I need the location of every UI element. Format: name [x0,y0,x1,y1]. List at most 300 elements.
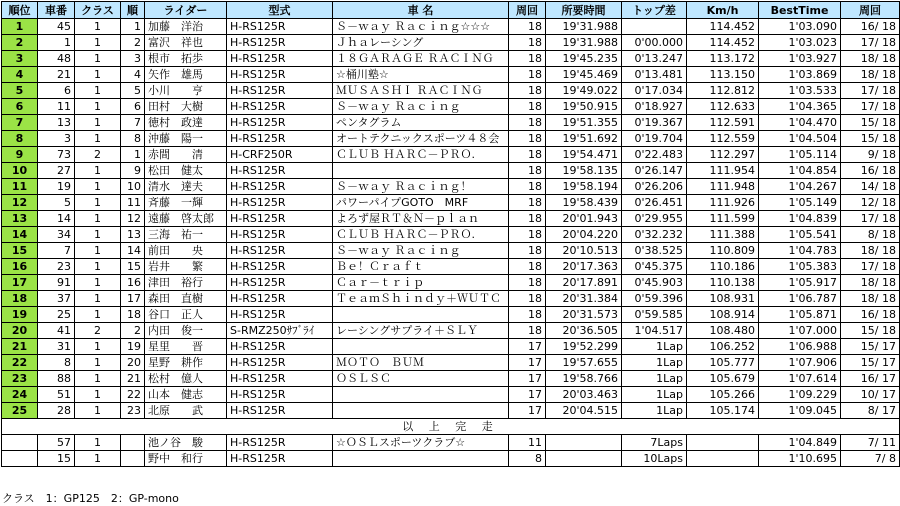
time-cell: 19'51.355 [546,115,622,131]
position-cell: 15 [2,243,38,259]
table-row [2,179,900,195]
speed-cell: 111.948 [687,179,759,195]
position-cell: 7 [2,115,38,131]
speed-cell: 112.633 [687,99,759,115]
position-cell: 24 [2,387,38,403]
time-cell: 19'58.194 [546,179,622,195]
class-cell: 1 [75,211,121,227]
class-cell: 1 [75,179,121,195]
rider-cell: 沖藤 陽一 [145,131,227,147]
model-cell: H-RS125R [227,131,333,147]
best-lap-cell: 15/ 18 [841,115,900,131]
class-rank-cell: 3 [121,51,145,67]
team-cell: よろず屋ＲＴ＆Ｎ－ｐｌａｎ [333,211,509,227]
position-cell: 12 [2,195,38,211]
best-time-cell: 1'05.871 [759,307,841,323]
model-cell: H-RS125R [227,339,333,355]
speed-cell: 105.266 [687,387,759,403]
time-cell: 19'45.469 [546,67,622,83]
number-cell: 27 [38,163,75,179]
team-cell: ＴｅａｍＳｈｉｎｄｙ＋ＷＵＴＣ [333,291,509,307]
gap-cell: 0'59.585 [622,307,687,323]
model-cell: H-RS125R [227,451,333,467]
best-lap-cell: 18/ 18 [841,275,900,291]
best-lap-cell: 16/ 18 [841,163,900,179]
best-lap-cell: 16/ 17 [841,371,900,387]
number-cell: 23 [38,259,75,275]
model-cell: H-RS125R [227,115,333,131]
model-cell: H-CRF250R [227,147,333,163]
class-cell: 1 [75,131,121,147]
team-cell: ＣＬＵＢ ＨＡＲＣ－ＰＲＯ. [333,227,509,243]
model-cell: H-RS125R [227,275,333,291]
header-laps: 周回 [509,2,546,19]
class-rank-cell: 2 [121,323,145,339]
laps-cell: 18 [509,179,546,195]
best-lap-cell: 9/ 18 [841,147,900,163]
table-row [2,115,900,131]
rider-cell: 池ノ谷 駿 [145,435,227,451]
gap-cell: 0'29.955 [622,211,687,227]
number-cell: 88 [38,371,75,387]
class-cell: 1 [75,19,121,35]
laps-cell: 18 [509,19,546,35]
time-cell [546,451,622,467]
best-lap-cell: 7/ 11 [841,435,900,451]
number-cell: 34 [38,227,75,243]
laps-cell: 18 [509,35,546,51]
table-row [2,259,900,275]
gap-cell [622,19,687,35]
best-time-cell: 1'04.783 [759,243,841,259]
speed-cell: 113.172 [687,51,759,67]
gap-cell: 0'59.396 [622,291,687,307]
position-cell: 20 [2,323,38,339]
class-rank-cell: 11 [121,195,145,211]
rider-cell: 田村 大樹 [145,99,227,115]
position-cell: 21 [2,339,38,355]
team-cell: ペンタグラム [333,115,509,131]
table-row [2,131,900,147]
position-cell: 2 [2,35,38,51]
speed-cell: 105.679 [687,371,759,387]
header-class: クラス [75,2,121,19]
table-row [2,451,900,467]
speed-cell: 110.809 [687,243,759,259]
number-cell: 13 [38,115,75,131]
time-cell: 20'31.573 [546,307,622,323]
best-lap-cell: 14/ 18 [841,179,900,195]
model-cell: H-RS125R [227,19,333,35]
rider-cell: 内田 俊一 [145,323,227,339]
time-cell [546,435,622,451]
best-time-cell: 1'05.917 [759,275,841,291]
header-row [2,2,900,19]
position-cell: 13 [2,211,38,227]
time-cell: 20'04.220 [546,227,622,243]
class-cell: 1 [75,67,121,83]
class-cell: 1 [75,451,121,467]
best-time-cell: 1'05.149 [759,195,841,211]
header-class-rank: 順 [121,2,145,19]
best-time-cell: 1'03.023 [759,35,841,51]
class-cell: 1 [75,243,121,259]
rider-cell: 松田 健太 [145,163,227,179]
gap-cell: 0'13.247 [622,51,687,67]
gap-cell: 0'13.481 [622,67,687,83]
model-cell: H-RS125R [227,259,333,275]
time-cell: 20'17.891 [546,275,622,291]
best-lap-cell: 8/ 18 [841,227,900,243]
header-rider: ライダー [145,2,227,19]
position-cell: 19 [2,307,38,323]
speed-cell: 108.914 [687,307,759,323]
number-cell: 19 [38,179,75,195]
gap-cell: 1'04.517 [622,323,687,339]
laps-cell: 18 [509,67,546,83]
table-row [2,275,900,291]
table-row [2,435,900,451]
team-cell: ＯＳＬＳＣ [333,371,509,387]
table-row [2,291,900,307]
team-cell [333,339,509,355]
number-cell: 8 [38,355,75,371]
gap-cell: 0'18.927 [622,99,687,115]
time-cell: 20'10.513 [546,243,622,259]
table-row [2,163,900,179]
header-pos: 順位 [2,2,38,19]
model-cell: H-RS125R [227,211,333,227]
position-cell: 11 [2,179,38,195]
position-cell: 8 [2,131,38,147]
gap-cell: 0'17.034 [622,83,687,99]
gap-cell: 1Lap [622,403,687,419]
laps-cell: 11 [509,435,546,451]
class-rank-cell: 15 [121,259,145,275]
gap-cell: 1Lap [622,339,687,355]
number-cell: 28 [38,403,75,419]
class-rank-cell: 1 [121,147,145,163]
laps-cell: 18 [509,211,546,227]
best-lap-cell: 17/ 18 [841,259,900,275]
gap-cell: 0'26.147 [622,163,687,179]
table-row [2,211,900,227]
finish-separator-row [2,419,900,435]
speed-cell: 110.138 [687,275,759,291]
rider-cell: 赤間 清 [145,147,227,163]
class-rank-cell: 21 [121,371,145,387]
position-cell: 1 [2,19,38,35]
model-cell: S-RMZ250ｻﾌﾞﾗｲ [227,323,333,339]
rider-cell: 遠藤 啓太郎 [145,211,227,227]
position-cell: 4 [2,67,38,83]
number-cell: 57 [38,435,75,451]
best-time-cell: 1'04.849 [759,435,841,451]
class-rank-cell: 5 [121,83,145,99]
best-lap-cell: 17/ 18 [841,99,900,115]
best-lap-cell: 18/ 18 [841,67,900,83]
position-cell [2,435,38,451]
table-row [2,323,900,339]
number-cell: 1 [38,35,75,51]
laps-cell: 18 [509,291,546,307]
rider-cell: 谷口 正人 [145,307,227,323]
gap-cell: 1Lap [622,355,687,371]
laps-cell: 18 [509,131,546,147]
table-row [2,227,900,243]
model-cell: H-RS125R [227,179,333,195]
laps-cell: 18 [509,323,546,339]
gap-cell: 0'00.000 [622,35,687,51]
position-cell [2,451,38,467]
laps-cell: 18 [509,163,546,179]
header-speed: Km/h [687,2,759,19]
speed-cell: 106.252 [687,339,759,355]
header-best: BestTime [759,2,841,19]
laps-cell: 18 [509,195,546,211]
header-best-lap: 周回 [841,2,900,19]
best-lap-cell: 17/ 18 [841,83,900,99]
speed-cell [687,435,759,451]
number-cell: 37 [38,291,75,307]
time-cell: 19'31.988 [546,35,622,51]
class-cell: 1 [75,227,121,243]
best-time-cell: 1'04.839 [759,211,841,227]
class-rank-cell: 23 [121,403,145,419]
speed-cell: 105.777 [687,355,759,371]
number-cell: 51 [38,387,75,403]
position-cell: 3 [2,51,38,67]
team-cell: Ｓ－ｗａｙ Ｒａｃｉｎｇ☆☆☆ [333,19,509,35]
table-row [2,51,900,67]
number-cell: 48 [38,51,75,67]
position-cell: 10 [2,163,38,179]
results-table [1,1,900,467]
model-cell: H-RS125R [227,99,333,115]
speed-cell: 111.388 [687,227,759,243]
team-cell: Ｊｈａレーシング [333,35,509,51]
table-row [2,339,900,355]
speed-cell: 112.559 [687,131,759,147]
speed-cell: 112.297 [687,147,759,163]
team-cell: Ｓ－ｗａｙ Ｒａｃｉｎｇ [333,99,509,115]
position-cell: 23 [2,371,38,387]
class-rank-cell: 2 [121,35,145,51]
gap-cell: 0'38.525 [622,243,687,259]
best-time-cell: 1'09.229 [759,387,841,403]
gap-cell: 7Laps [622,435,687,451]
laps-cell: 18 [509,147,546,163]
time-cell: 19'57.655 [546,355,622,371]
header-time: 所要時間 [546,2,622,19]
speed-cell: 111.954 [687,163,759,179]
table-row [2,355,900,371]
speed-cell: 114.452 [687,19,759,35]
rider-cell: 野中 和行 [145,451,227,467]
rider-cell: 根市 拓歩 [145,51,227,67]
speed-cell: 114.452 [687,35,759,51]
laps-cell: 18 [509,99,546,115]
speed-cell [687,451,759,467]
team-cell: ＭＯＴＯ ＢＵＭ [333,355,509,371]
model-cell: H-RS125R [227,387,333,403]
team-cell [333,451,509,467]
best-time-cell: 1'05.114 [759,147,841,163]
laps-cell: 18 [509,259,546,275]
best-time-cell: 1'07.906 [759,355,841,371]
model-cell: H-RS125R [227,291,333,307]
speed-cell: 111.926 [687,195,759,211]
header-model: 型式 [227,2,333,19]
gap-cell: 1Lap [622,371,687,387]
time-cell: 20'03.463 [546,387,622,403]
rider-cell: 津田 裕行 [145,275,227,291]
team-cell: Ｂｅ！Ｃｒａｆｔ [333,259,509,275]
rider-cell: 加藤 洋治 [145,19,227,35]
class-rank-cell: 12 [121,211,145,227]
time-cell: 19'31.988 [546,19,622,35]
table-row [2,147,900,163]
laps-cell: 17 [509,371,546,387]
speed-cell: 112.812 [687,83,759,99]
team-cell: Ｓ－ｗａｙ Ｒａｃｉｎｇ！ [333,179,509,195]
best-time-cell: 1'06.988 [759,339,841,355]
rider-cell: 徳村 政達 [145,115,227,131]
class-rank-cell: 16 [121,275,145,291]
best-time-cell: 1'07.614 [759,371,841,387]
team-cell: Ｓ－ｗａｙ Ｒａｃｉｎｇ [333,243,509,259]
rider-cell: 山本 健志 [145,387,227,403]
position-cell: 9 [2,147,38,163]
model-cell: H-RS125R [227,403,333,419]
table-row [2,387,900,403]
laps-cell: 18 [509,243,546,259]
rider-cell: 小川 亨 [145,83,227,99]
team-cell: パワーパイプGOTO MRF [333,195,509,211]
class-rank-cell: 17 [121,291,145,307]
rider-cell: 星野 耕作 [145,355,227,371]
class-cell: 2 [75,323,121,339]
time-cell: 19'58.135 [546,163,622,179]
rider-cell: 矢作 雄馬 [145,67,227,83]
table-row [2,83,900,99]
speed-cell: 108.480 [687,323,759,339]
speed-cell: 108.931 [687,291,759,307]
class-cell: 1 [75,355,121,371]
rider-cell: 清水 達夫 [145,179,227,195]
best-time-cell: 1'04.470 [759,115,841,131]
time-cell: 20'31.384 [546,291,622,307]
number-cell: 5 [38,195,75,211]
best-time-cell: 1'05.383 [759,259,841,275]
best-lap-cell: 18/ 18 [841,243,900,259]
table-row [2,371,900,387]
time-cell: 19'45.235 [546,51,622,67]
gap-cell: 0'19.704 [622,131,687,147]
model-cell: H-RS125R [227,227,333,243]
class-cell: 1 [75,163,121,179]
class-cell: 1 [75,275,121,291]
time-cell: 19'58.439 [546,195,622,211]
time-cell: 19'51.692 [546,131,622,147]
number-cell: 45 [38,19,75,35]
class-cell: 1 [75,387,121,403]
position-cell: 5 [2,83,38,99]
model-cell: H-RS125R [227,51,333,67]
class-cell: 1 [75,83,121,99]
gap-cell: 0'22.483 [622,147,687,163]
class-rank-cell: 4 [121,67,145,83]
class-cell: 1 [75,259,121,275]
class-rank-cell: 7 [121,115,145,131]
team-cell [333,387,509,403]
class-rank-cell: 8 [121,131,145,147]
rider-cell: 前田 央 [145,243,227,259]
time-cell: 20'36.505 [546,323,622,339]
number-cell: 31 [38,339,75,355]
rider-cell: 岩井 繁 [145,259,227,275]
table-row [2,35,900,51]
best-lap-cell: 8/ 17 [841,403,900,419]
position-cell: 18 [2,291,38,307]
speed-cell: 111.599 [687,211,759,227]
team-cell: オートテクニックスポーツ４８会 [333,131,509,147]
class-rank-cell: 22 [121,387,145,403]
time-cell: 20'01.943 [546,211,622,227]
time-cell: 19'52.299 [546,339,622,355]
table-row [2,195,900,211]
number-cell: 15 [38,451,75,467]
class-cell: 1 [75,339,121,355]
position-cell: 14 [2,227,38,243]
laps-cell: 18 [509,115,546,131]
speed-cell: 113.150 [687,67,759,83]
team-cell: レーシングサプライ＋ＳＬＹ [333,323,509,339]
laps-cell: 18 [509,83,546,99]
model-cell: H-RS125R [227,371,333,387]
best-time-cell: 1'07.000 [759,323,841,339]
rider-cell: 斉藤 一輝 [145,195,227,211]
time-cell: 19'54.471 [546,147,622,163]
speed-cell: 110.186 [687,259,759,275]
model-cell: H-RS125R [227,243,333,259]
gap-cell: 0'45.903 [622,275,687,291]
best-time-cell: 1'04.854 [759,163,841,179]
laps-cell: 17 [509,355,546,371]
class-cell: 1 [75,307,121,323]
time-cell: 20'04.515 [546,403,622,419]
class-legend: クラス 1：GP125 2：GP-mono [2,492,179,505]
gap-cell: 0'32.232 [622,227,687,243]
class-cell: 1 [75,403,121,419]
rider-cell: 富沢 祥也 [145,35,227,51]
model-cell: H-RS125R [227,435,333,451]
gap-cell: 0'26.451 [622,195,687,211]
class-cell: 1 [75,291,121,307]
best-time-cell: 1'03.869 [759,67,841,83]
speed-cell: 105.174 [687,403,759,419]
position-cell: 22 [2,355,38,371]
best-lap-cell: 18/ 18 [841,291,900,307]
class-rank-cell: 13 [121,227,145,243]
best-time-cell: 1'03.533 [759,83,841,99]
class-rank-cell [121,451,145,467]
header-gap: トップ差 [622,2,687,19]
best-lap-cell: 16/ 18 [841,19,900,35]
table-row [2,67,900,83]
best-time-cell: 1'03.927 [759,51,841,67]
model-cell: H-RS125R [227,67,333,83]
